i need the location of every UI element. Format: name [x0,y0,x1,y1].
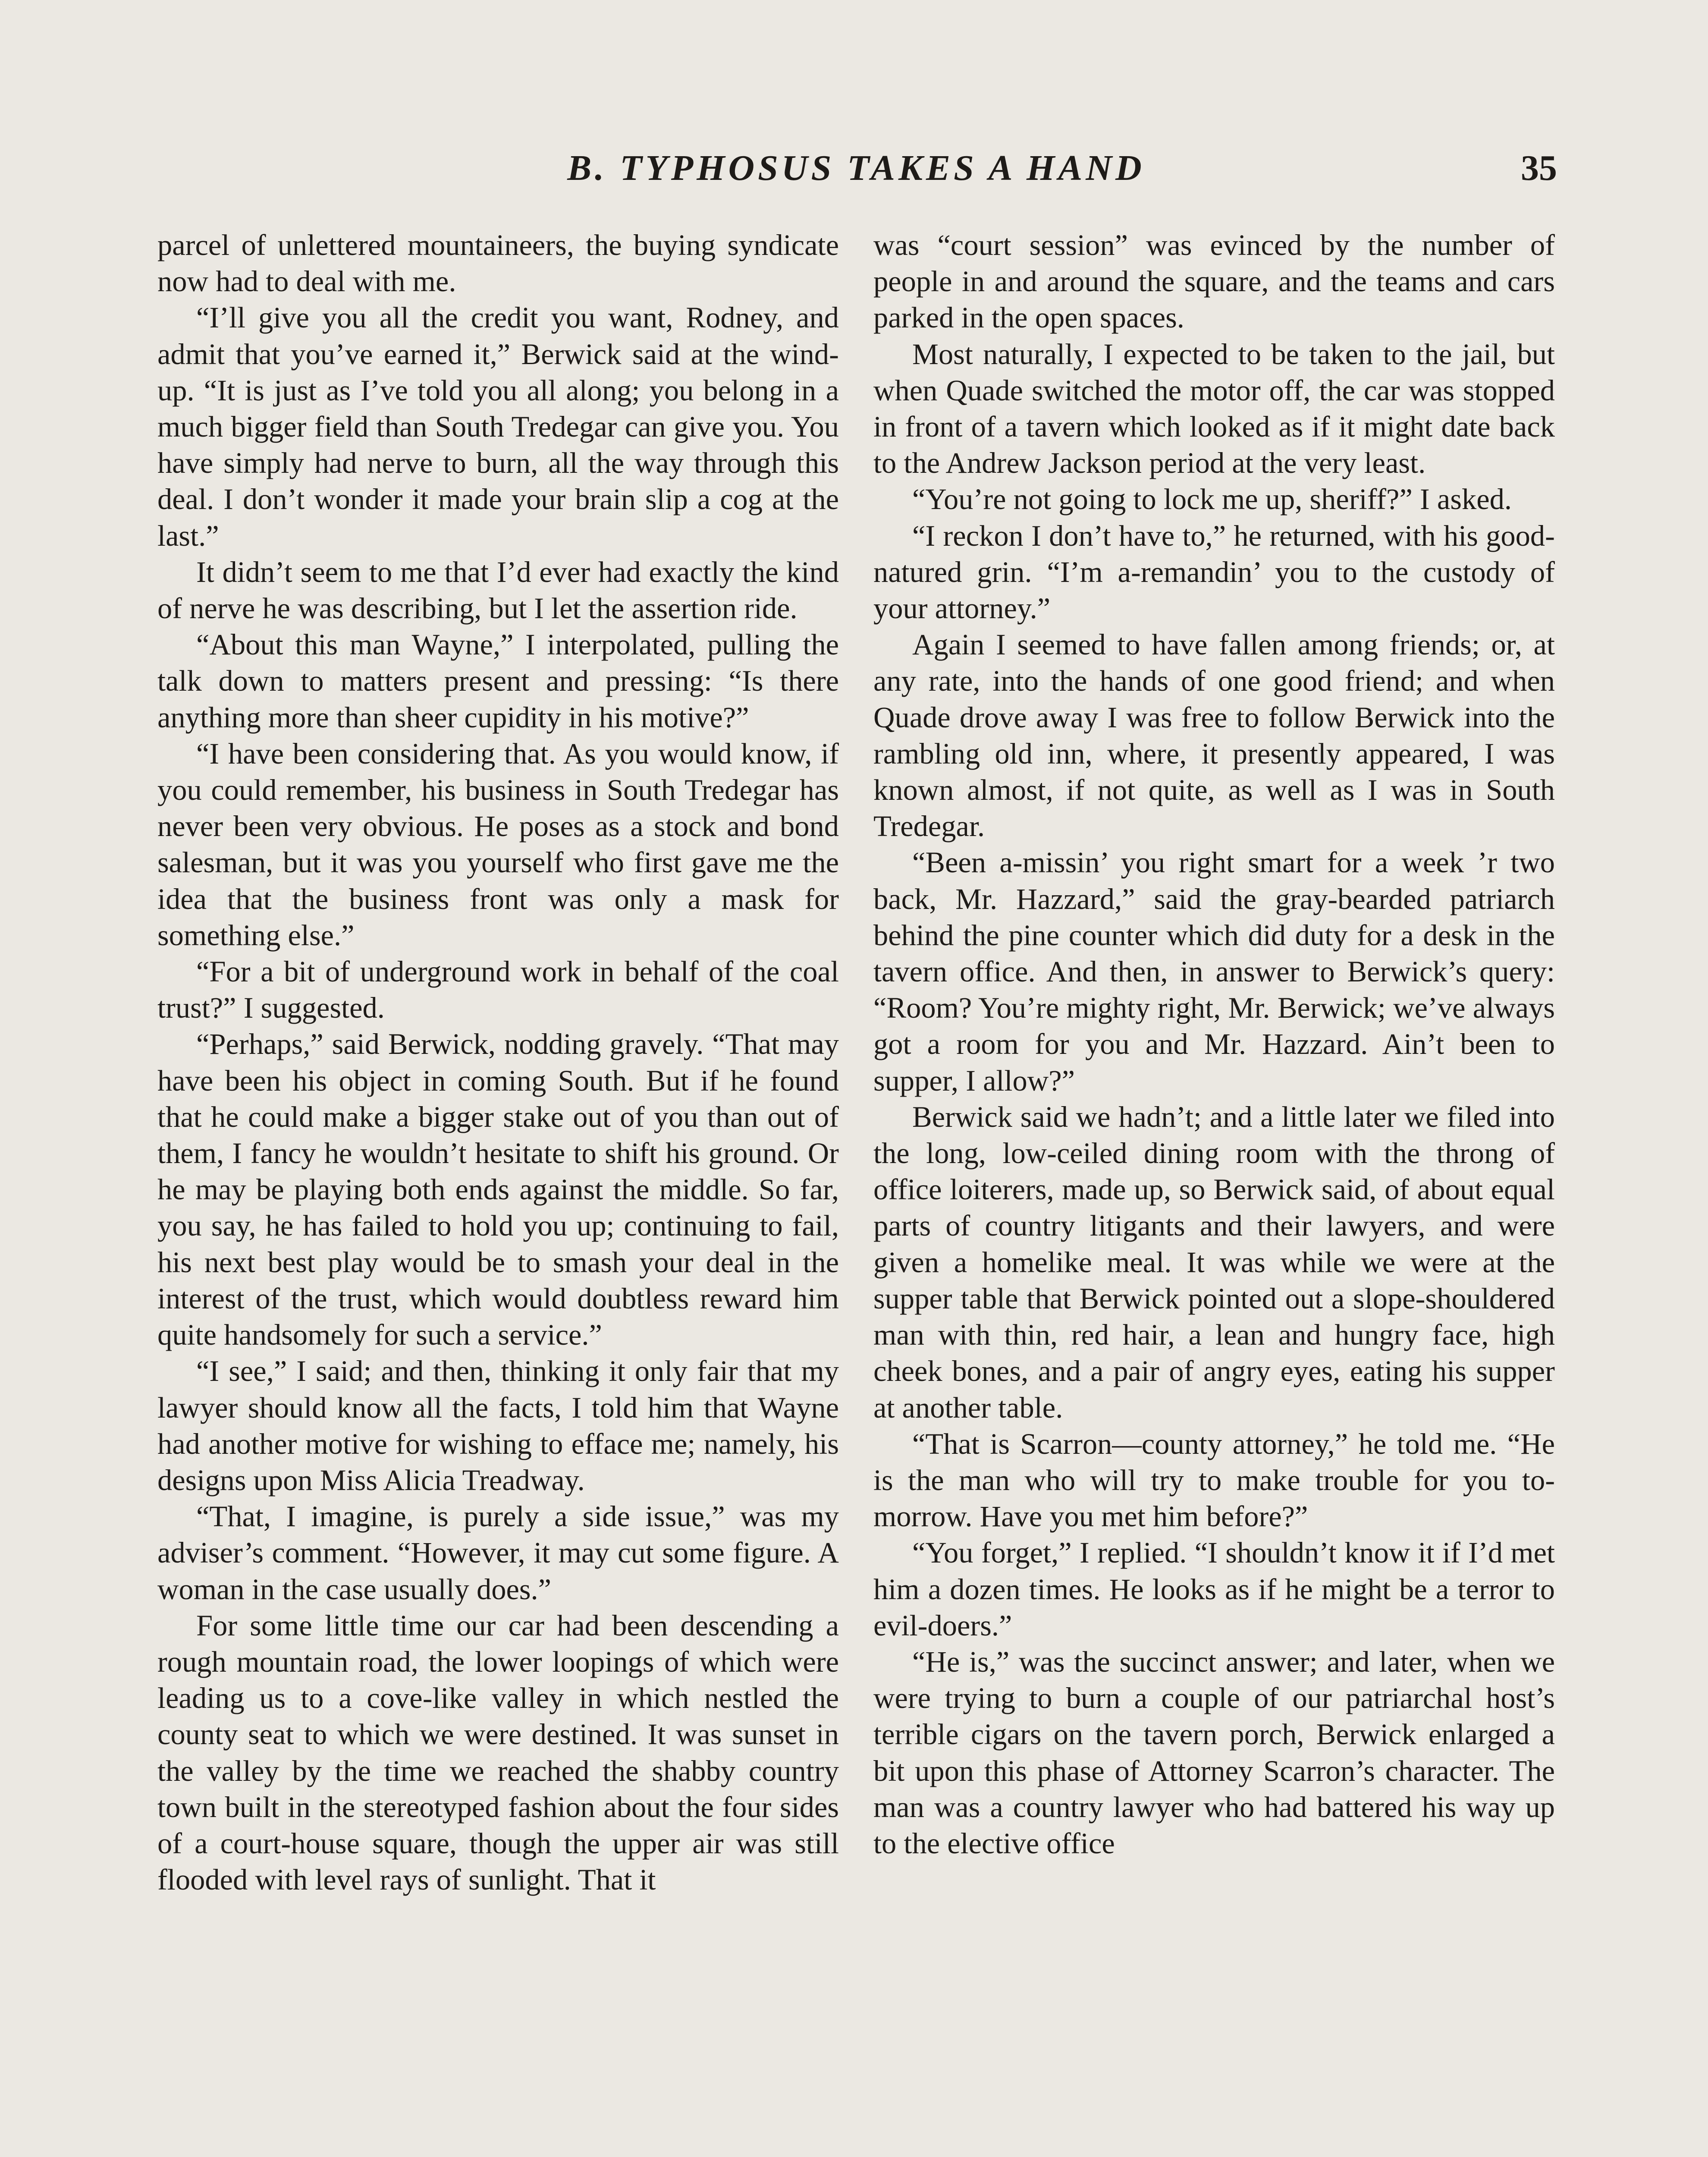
paragraph: “I reckon I don’t have to,” he returned, with his good-natured grin. “I’m a-remandin’ you to the custody of your attorney.” [873,519,1555,625]
left-column [157,227,839,2157]
paragraph: “I see,” I said; and then, thinking it only fair that my lawyer should know all the facts, I told him that Wayne had another motive for wishing to efface me; namely, his designs upon Miss Alicia Treadway. [157,1355,839,1497]
paragraph: “Been a-missin’ you right smart for a week ’r two back, Mr. Hazzard,” said the gray-bearded patriarch behind the pine counter which did duty for a desk in the tavern office. And then, in answer to Berwick’s query: “Room? You’re mighty right, Mr. Berwick; we’ve always got a room for you and Mr. Hazzard. Ain’t been to supper, I allow?” [873,846,1555,1097]
paragraph: Berwick said we hadn’t; and a little later we filed into the long, low-ceiled dining room with the throng of office loiterers, made up, so Berwick said, of about equal parts of country litigants and their lawyers, and were given a homelike meal. It was while we were at the supper table that Berwick pointed out a slope-shouldered man with thin, red hair, a lean and hungry face, high cheek bones, and a pair of angry eyes, eating his supper at another table. [873,1100,1555,1424]
page-number: 35 [1521,148,1557,188]
paragraph: “That, I imagine, is purely a side issue,” was my adviser’s comment. “However, it may cut some figure. A woman in the case usually does.” [157,1500,839,1606]
paragraph: “You’re not going to lock me up, sheriff?” I asked. [912,483,1512,516]
running-title: B. TYPHOSUS TAKES A HAND [567,148,1145,188]
paragraph: “That is Scarron—county attorney,” he told me. “He is the man who will try to make trouble for you to-morrow. Have you met him before?” [873,1427,1555,1533]
paragraph: It didn’t seem to me that I’d ever had exactly the kind of nerve he was describing, but I let the assertion ride. [157,555,839,625]
paragraph: “He is,” was the succinct answer; and later, when we were trying to burn a couple of our patriarchal host’s terrible cigars on the tavern porch, Berwick enlarged a bit upon this phase of Attorney Scarron’s character. The man was a country lawyer who had battered his way up to the elective office [873,1645,1555,1860]
paragraph: was “court session” was evinced by the number of people in and around the square, and the teams and cars parked in the open spaces. [873,229,1555,334]
paragraph: “I’ll give you all the credit you want, Rodney, and admit that you’ve earned it,” Berwick said at the wind-up. “It is just as I’ve told you all along; you belong in a much bigger field than South Tredegar can give you. You have simply had nerve to burn, all the way through this deal. I don’t wonder it made your brain slip a cog at the last.” [157,301,839,552]
paragraph: For some little time our car had been descending a rough mountain road, the lower loopings of which were leading us to a cove-like valley in which nestled the county seat to which we were destined. It was sunset in the valley by the time we reached the shabby country town built in the stereotyped fashion about the four sides of a court-house square, though the upper air was still flooded with level rays of sunlight. That it [157,1609,839,1896]
right-column [873,227,1555,2157]
paragraph: Most naturally, I expected to be taken to the jail, but when Quade switched the motor off, the car was stopped in front of a tavern which looked as if it might date back to the Andrew Jackson period at the very least. [873,337,1555,480]
paragraph: “I have been considering that. As you would know, if you could remember, his business in South Tredegar has never been very obvious. He poses as a stock and bond salesman, but it was you yourself who first gave me the idea that the business front was only a mask for something else.” [157,737,839,952]
paragraph: Again I seemed to have fallen among friends; or, at any rate, into the hands of one good friend; and when Quade drove away I was free to follow Berwick into the rambling old inn, where, it presently appeared, I was known almost, if not quite, as well as I was in South Tredegar. [873,628,1555,843]
paragraph: “About this man Wayne,” I interpolated, pulling the talk down to matters present and pressing: “Is there anything more than sheer cupidity in his motive?” [157,628,839,734]
paragraph: “You forget,” I replied. “I shouldn’t know it if I’d met him a dozen times. He looks as if he might be a terror to evil-doers.” [873,1536,1555,1642]
paragraph: “For a bit of underground work in behalf of the coal trust?” I suggested. [157,955,839,1025]
paragraph: parcel of unlettered mountaineers, the buying syndicate now had to deal with me. [157,229,839,298]
running-head [155,142,1557,194]
paragraph: “Perhaps,” said Berwick, nodding gravely. “That may have been his object in coming South. But if he found that he could make a bigger stake out of you than out of them, I fancy he wouldn’t hesitate to shift his ground. Or he may be playing both ends against the middle. So far, you say, he has failed to hold you up; continuing to fail, his next best play would be to smash your deal in the interest of the trust, which would doubtless reward him quite handsomely for such a service.” [157,1028,839,1352]
